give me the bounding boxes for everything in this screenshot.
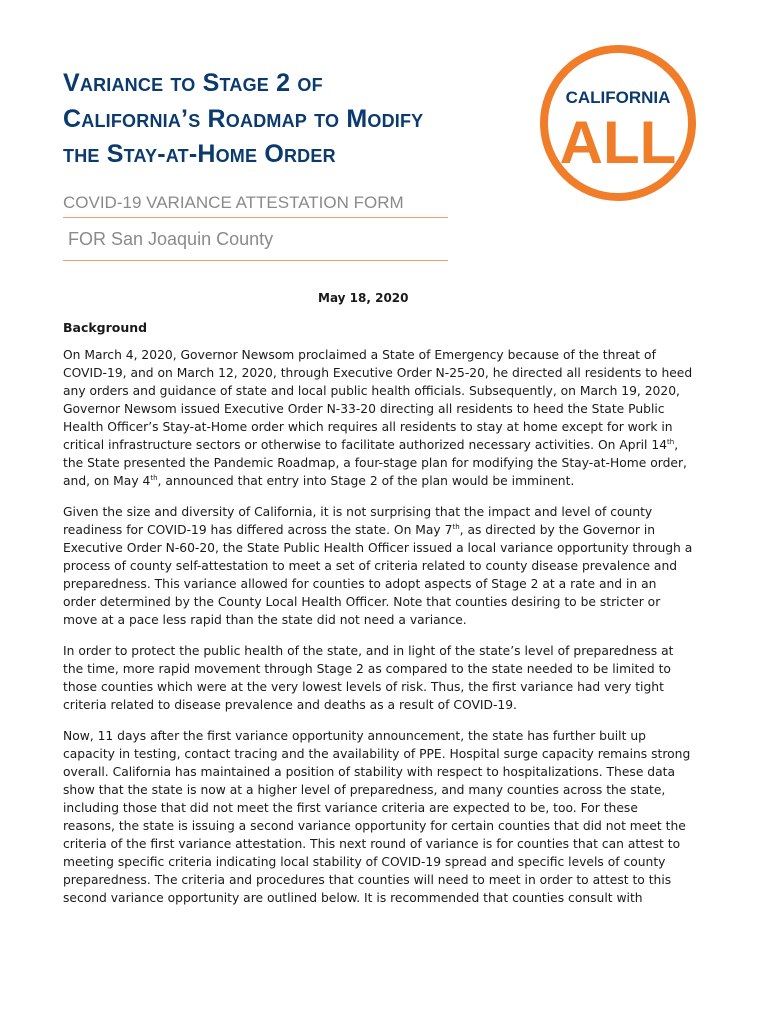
document-date: May 18, 2020	[318, 291, 409, 305]
paragraph-2-part-b: , as directed by the Governor in Executive Order N-60-20, the State Public Health Officer issued a local variance opportunity through a process of county self-attestation to meet a set of criteria related to county disease prevalence and preparedness. This variance allowed for counties to adopt aspects of Stage 2 at a rate and in an order determined by the County Local Health Officer. Note that counties desiring to be stricter or move at a pace less rapid than the state did not need a variance.	[63, 523, 693, 627]
paragraph-3: In order to protect the public health of the state, and in light of the state’s level of preparedness at the time, more rapid movement through Stage 2 as compared to the state needed to be limited to those counties which were at the very lowest levels of risk. Thus, the first variance had very tight criteria related to disease prevalence and deaths as a result of COVID-19.	[63, 644, 674, 712]
paragraph-1-part-b: , the State presented the Pandemic Roadmap, a four-stage plan for modifying the Stay-at-Home order, and, on May 4	[63, 438, 687, 488]
california-all-logo	[538, 43, 698, 203]
paragraph-4: Now, 11 days after the first variance opportunity announcement, the state has further built up capacity in testing, contact tracing and the availability of PPE. Hospital surge capacity remains strong overall. California has maintained a position of stability with respect to hospitalizations. These data show that the state is now at a higher level of preparedness, and many counties across the state, including those that did not meet the first variance criteria are expected to be, too. For these reasons, the state is issuing a second variance opportunity for certain counties that did not meet the criteria of the first variance attestation. This next round of variance is for counties that can attest to meeting specific criteria indicating local stability of COVID-19 spread and specific levels of county preparedness. The criteria and procedures that counties will need to meet in order to attest to this second variance opportunity are outlined below. It is recommended that counties consult with	[63, 729, 691, 905]
paragraph-2	[63, 503, 693, 629]
county-field[interactable]: FOR San Joaquin County	[63, 227, 448, 261]
logo-text-california: CALIFORNIA	[565, 88, 671, 107]
superscript: th	[150, 473, 158, 482]
title-line-1: Variance to Stage 2 of	[63, 69, 323, 97]
paragraph-1-part-c: , announced that entry into Stage 2 of the plan would be imminent.	[157, 474, 575, 488]
form-subtitle: COVID-19 VARIANCE ATTESTATION FORM	[63, 193, 448, 218]
title-line-2: California’s Roadmap to Modify	[63, 104, 424, 133]
title-line-3: the Stay-at-Home Order	[63, 140, 336, 168]
paragraph-1-part-a: On March 4, 2020, Governor Newsom proclaimed a State of Emergency because of the threat of COVID-19, and on March 12, 2020, through Executive Order N-25-20, he directed all residents to heed any orders and guidance of state and local public health officials. Subsequently, on March 19, 2020, Governor Newsom issued Executive Order N-33-20 directing all residents to heed the State Public Health Officer’s Stay-at-Home order which requires all residents to stay at home except for work in critical infrastructure sectors or otherwise to facilitate authorized necessary activities. On April 14	[63, 348, 693, 452]
superscript: th	[667, 437, 675, 446]
section-heading: Background	[63, 320, 148, 335]
superscript: th	[452, 522, 460, 531]
paragraph-1	[63, 346, 693, 490]
document-body	[63, 346, 693, 920]
logo-text-all: ALL	[559, 109, 677, 176]
document-title	[63, 66, 533, 173]
paragraph-2-part-a: Given the size and diversity of California, it is not surprising that the impact and level of county readiness for COVID-19 has differed across the state. On May 7	[63, 505, 653, 537]
